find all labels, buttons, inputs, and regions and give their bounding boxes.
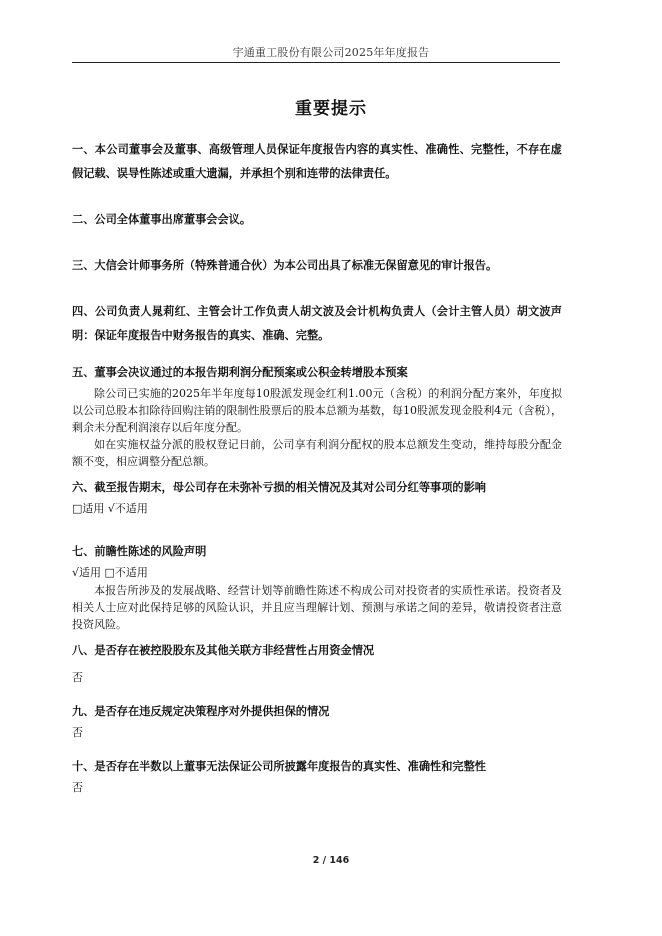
running-header: 宇通重工股份有限公司2025年年度报告 <box>232 46 430 59</box>
section-3-heading: 三、大信会计师事务所（特殊普通合伙）为本公司出具了标准无保留意见的审计报告。 <box>72 259 498 272</box>
section-1-heading: 一、本公司董事会及董事、高级管理人员保证年度报告内容的真实性、准确性、完整性，不存在虚假记载、误导性陈述或重大遗漏，并承担个别和连带的法律责任。 <box>72 143 562 180</box>
page-title: 重要提示 <box>295 99 367 119</box>
section-7-heading: 七、前瞻性陈述的风险声明 <box>72 545 207 558</box>
section-6-options: □适用 √不适用 <box>72 502 148 515</box>
section-5-paragraph-2: 如在实施权益分派的股权登记日前，公司享有利润分配权的股本总额发生变动，维持每股分配金额不变，相应调整分配总额。 <box>72 438 562 468</box>
section-2-heading: 二、公司全体董事出席董事会会议。 <box>72 213 252 226</box>
section-8-answer: 否 <box>72 671 83 684</box>
document-body <box>72 138 562 797</box>
section-5-paragraph-1: 除公司已实施的2025年半年度每10股派发现金红利1.00元（含税）的利润分配方案外，年度拟以公司总股本扣除待回购注销的限制性股票后的股本总额为基数，每10股派发现金股利4元（含税），剩余未分配利润滚存以后年度分配。 <box>72 387 562 434</box>
section-4-heading: 四、公司负责人晁莉红、主管会计工作负责人胡文波及会计机构负责人（会计主管人员）胡文波声明：保证年度报告中财务报告的真实、准确、完整。 <box>72 305 562 342</box>
section-8-heading: 八、是否存在被控股股东及其他关联方非经营性占用资金情况 <box>72 644 375 657</box>
header-divider <box>72 62 560 63</box>
section-9-heading: 九、是否存在违反规定决策程序对外提供担保的情况 <box>72 705 330 718</box>
section-5-heading: 五、董事会决议通过的本报告期利润分配预案或公积金转增股本预案 <box>72 366 408 379</box>
section-7-options: √适用 □不适用 <box>72 566 148 579</box>
section-10-answer: 否 <box>72 781 83 794</box>
section-9-answer: 否 <box>72 726 83 739</box>
page-number: 2 / 146 <box>312 855 350 866</box>
section-10-heading: 十、是否存在半数以上董事无法保证公司所披露年度报告的真实性、准确性和完整性 <box>72 760 486 773</box>
section-6-heading: 六、截至报告期末，母公司存在未弥补亏损的相关情况及其对公司分红等事项的影响 <box>72 481 486 494</box>
section-7-paragraph: 本报告所涉及的发展战略、经营计划等前瞻性陈述不构成公司对投资者的实质性承诺。投资者及相关人士应对此保持足够的风险认识，并且应当理解计划、预测与承诺之间的差异，敬请投资者注意投资风险。 <box>72 584 562 631</box>
